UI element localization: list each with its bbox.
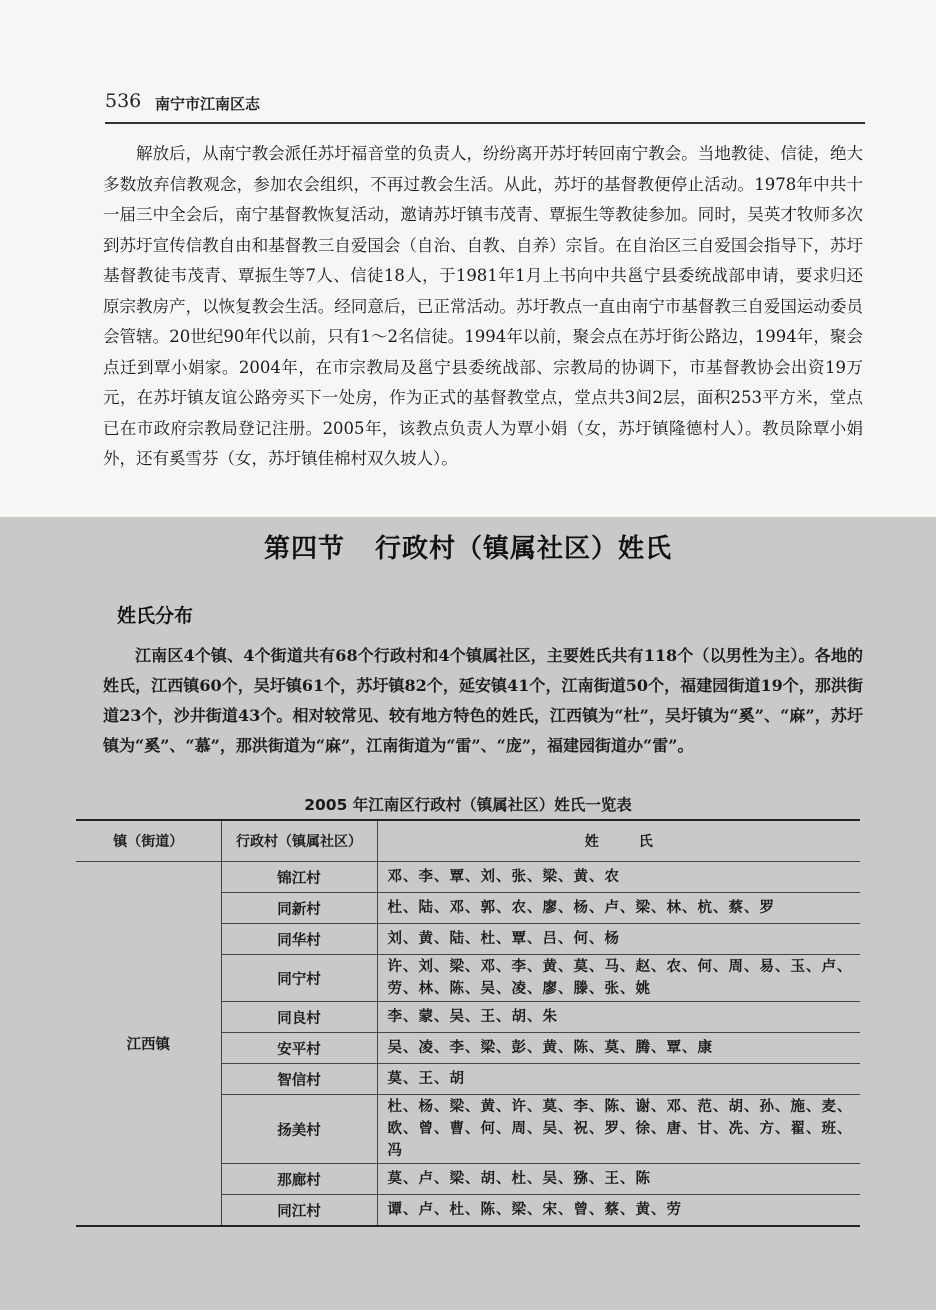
surnames-cell: 杜、杨、梁、黄、许、莫、李、陈、谢、邓、范、胡、孙、施、麦、欧、曾、曹、何、周、吴、祝、罗、徐、唐、甘、冼、方、翟、班、冯 bbox=[377, 1095, 860, 1164]
page-header bbox=[105, 88, 865, 124]
table-header-row bbox=[76, 820, 860, 862]
surnames-cell: 许、刘、梁、邓、李、黄、莫、马、赵、农、何、周、易、玉、卢、劳、林、陈、吴、凌、廖、滕、张、姚 bbox=[377, 955, 860, 1002]
subsection-title: 姓氏分布 bbox=[117, 605, 194, 627]
body-paragraph-surnames: 江南区4个镇、4个街道共有68个行政村和4个镇属社区，主要姓氏共有118个（以男性为主）。各地的姓氏，江西镇60个，吴圩镇61个，苏圩镇82个，延安镇41个，江南街道50个，福建园街道19个，那洪街道23个，沙井街道43个。相对较常见、较有地方特色的姓氏，江西镇为“杜”，吴圩镇为“奚”、“麻”，苏圩镇为“奚”、“慕”，那洪街道为“麻”，江南街道为“雷”、“庞”，福建园街道办“雷”。 bbox=[103, 646, 863, 755]
surnames-cell: 李、蒙、吴、王、胡、朱 bbox=[377, 1002, 860, 1033]
surnames-cell: 莫、卢、梁、胡、杜、吴、猕、王、陈 bbox=[377, 1164, 860, 1195]
section-number: 第四节 bbox=[263, 534, 345, 564]
surnames-cell: 杜、陆、邓、郭、农、廖、杨、卢、梁、林、杭、蔡、罗 bbox=[377, 893, 860, 924]
surnames-cell: 邓、李、覃、刘、张、梁、黄、农 bbox=[377, 862, 860, 893]
village-cell: 同新村 bbox=[221, 893, 377, 924]
surnames-cell: 刘、黄、陆、杜、覃、吕、何、杨 bbox=[377, 924, 860, 955]
body-paragraph-christianity: 解放后，从南宁教会派任苏圩福音堂的负责人，纷纷离开苏圩转回南宁教会。当地教徒、信徒，绝大多数放弃信教观念，参加农会组织，不再过教会生活。从此，苏圩的基督教便停止活动。1978年中共十一届三中全会后，南宁基督教恢复活动，邀请苏圩镇韦茂青、覃振生等教徒参加。同时，吴英才牧师多次到苏圩宣传信教自由和基督教三自爱国会（自治、自教、自养）宗旨。在自治区三自爱国会指导下，苏圩基督教徒韦茂青、覃振生等7人、信徒18人，于1981年1月上书向中共邕宁县委统战部申请，要求归还原宗教房产，以恢复教会生活。经同意后，已正常活动。苏圩教点一直由南宁市基督教三自爱国运动委员会管辖。20世纪90年代以前，只有1～2名信徒。1994年以前，聚会点在苏圩街公路边，1994年，聚会点迁到覃小娟家。2004年，在市宗教局及邕宁县委统战部、宗教局的协调下，市基督教协会出资19万元，在苏圩镇友谊公路旁买下一处房，作为正式的基督教堂点，堂点共3间2层，面积253平方米，堂点已在市政府宗教局登记注册。2005年，该教点负责人为覃小娟（女，苏圩镇隆德村人）。教员除覃小娟外，还有奚雪芬（女，苏圩镇佳棉村双久坡人）。 bbox=[103, 144, 863, 468]
village-cell: 智信村 bbox=[221, 1064, 377, 1095]
village-cell: 安平村 bbox=[221, 1033, 377, 1064]
surnames-cell: 谭、卢、杜、陈、梁、宋、曾、蔡、黄、劳 bbox=[377, 1195, 860, 1227]
header-village: 行政村（镇属社区） bbox=[221, 820, 377, 862]
table-row bbox=[76, 862, 860, 893]
village-cell: 同宁村 bbox=[221, 955, 377, 1002]
village-cell: 同江村 bbox=[221, 1195, 377, 1227]
header-town: 镇（街道） bbox=[76, 820, 221, 862]
surname-table bbox=[76, 819, 860, 1227]
surnames-cell: 莫、王、胡 bbox=[377, 1064, 860, 1095]
town-cell: 江西镇 bbox=[76, 862, 221, 1227]
section-name: 行政村（镇属社区）姓氏 bbox=[375, 534, 673, 564]
village-cell: 那廊村 bbox=[221, 1164, 377, 1195]
village-cell: 同良村 bbox=[221, 1002, 377, 1033]
village-cell: 锦江村 bbox=[221, 862, 377, 893]
village-cell: 同华村 bbox=[221, 924, 377, 955]
section-title bbox=[0, 528, 936, 565]
header-surnames: 姓氏 bbox=[377, 820, 860, 862]
book-title: 南宁市江南区志 bbox=[155, 95, 261, 113]
surnames-cell: 吴、凌、李、梁、彭、黄、陈、莫、腾、覃、康 bbox=[377, 1033, 860, 1064]
village-cell: 扬美村 bbox=[221, 1095, 377, 1164]
table-caption: 2005 年江南区行政村（镇属社区）姓氏一览表 bbox=[304, 796, 632, 814]
page-number: 536 bbox=[105, 90, 142, 112]
